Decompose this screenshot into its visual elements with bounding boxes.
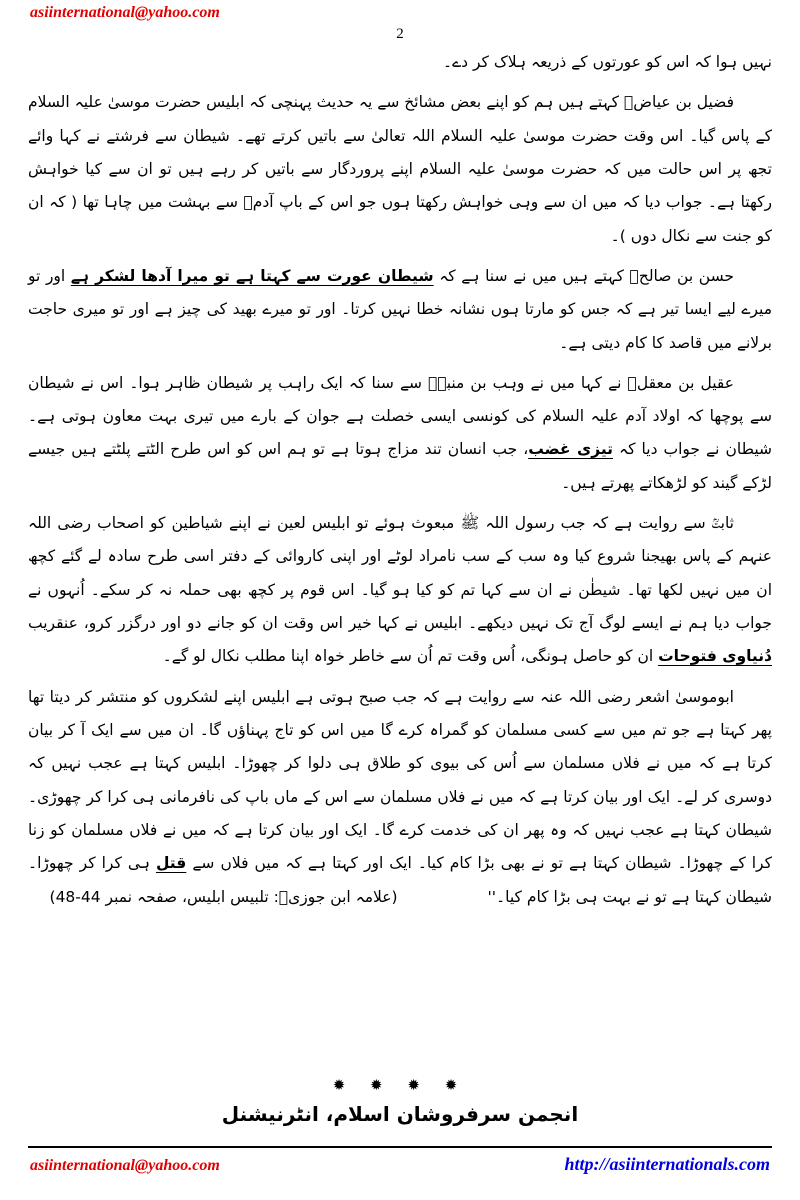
- paragraph-text: حسن بن صالحؒ کہتے ہیں میں نے سنا ہے کہ: [433, 266, 734, 285]
- document-body: [28, 46, 772, 921]
- paragraph-text: ہی کرا کر چھوڑا۔ شیطان کہتا ہے تو نے بہت ہی بڑا کام کیا۔'': [28, 854, 772, 906]
- footer-email: asiinternational@yahoo.com: [30, 1157, 220, 1174]
- paragraph-text: ثابتؒ سے روایت ہے کہ جب رسول اللہ ﷺ مبعوث ہوئے تو ابلیس لعین نے اپنے شیاطین کو اصحاب رضی اللہ عنہم کے پاس بھیجنا شروع کیا وہ سب کے سب نامراد لوٹے اور اپنی کاروائی کے دفتر اسی طرح سادہ لے گئے کچھ ان میں نہیں لکھا تھا۔ شیطٰن نے ان سے کہا تم کو کیا ہو گیا۔ اس قوم پر کچھ بھی حملہ نہ کر سکے۔ اُنہوں نے جواب دیا ہم نے ایسے لوگ آج تک نہیں دیکھے۔ ابلیس نے کہا خیر اس وقت ان کو جانے دو اور درگزر کرو، عنقریب: [28, 514, 772, 632]
- page-number: 2: [396, 26, 404, 42]
- paragraph: [28, 507, 772, 674]
- highlight-phrase: تیزی غضب: [528, 440, 613, 459]
- organization-name: انجمن سرفروشان اسلام، انٹرنیشنل: [221, 1102, 579, 1126]
- footer-url-link[interactable]: http://asiinternationals.com: [564, 1154, 770, 1174]
- paragraph: [28, 86, 772, 253]
- paragraph-text: اور تو میرے لیے ایسا تیر ہے کہ جس کو مارتا ہوں نشانہ خطا نہیں کرتا۔ اور تو میرے بھید کی چیز ہے اور تو میری حاجت برلانے میں قاصد کا کام دیتی ہے۔: [28, 266, 772, 352]
- paragraph-text: ابوموسیٰ اشعر رضی اللہ عنہ سے روایت ہے کہ جب صبح ہوتی ہے ابلیس اپنے لشکروں کو منتشر کر دیتا تھا پھر کہتا ہے جو تم میں سے کسی مسلمان کو گمراہ کرے گا میں اس کو تاج پہناؤں گا۔ ان میں سے ایک آ کر بیان کرتا ہے کہ میں نے فلاں مسلمان سے اُس کی بیوی کو طلاق ہی دلوا کر چھوڑا۔ ابلیس کہتا ہے عجب نہیں کہ دوسری کر لے۔ ایک اور بیان کرتا ہے کہ میں نے فلاں مسلمان سے اس کے ماں باپ کی نافرمانی ہی کرا کر چھوڑی۔ شیطان کہتا ہے عجب نہیں کہ وہ پھر ان کی خدمت کرے گا۔ ایک اور بیان کرتا ہے کہ میں نے فلاں مسلمان کو زنا کرا کے چھوڑا۔ شیطان کہتا ہے تو نے بھی بڑا کام کیا۔ ایک اور کہتا ہے کہ میں فلاں سے: [28, 687, 772, 873]
- paragraph-text: ان کو حاصل ہونگی، اُس وقت تم اُن سے خاطر خواہ اپنا مطلب نکال لو گے۔: [162, 647, 659, 666]
- paragraph: [28, 260, 772, 360]
- highlight-phrase: شیطان عورت سے کہتا ہے تو میرا آدھا لشکر ہے: [70, 266, 434, 285]
- paragraph: [28, 46, 772, 79]
- header-email: asiinternational@yahoo.com: [30, 4, 220, 21]
- paragraph: [28, 681, 772, 914]
- footer-divider: [28, 1146, 772, 1148]
- paragraph-text: عقیل بن معقلؒ نے کہا میں نے وہب بن منبہؒ سے سنا کہ ایک راہب پر شیطان ظاہر ہوا۔ اس نے شیطان سے پوچھا کہ اولاد آدم علیہ السلام کی کونسی ایسی خصلت ہے جوان کے بارے میں تیری بہت معاون ہوتی ہے۔ شیطان نے جواب دیا کہ: [28, 373, 772, 459]
- paragraph: [28, 367, 772, 500]
- footer-links-row: [30, 1154, 770, 1175]
- star-ornament-icon: ✹ ✹ ✹ ✹: [332, 1076, 468, 1094]
- paragraph-text: فضیل بن عیاضؒ کہتے ہیں ہم کو اپنے بعض مشائخ سے یہ حدیث پہنچی کہ ابلیس حضرت موسیٰ علیہ السلام کے پاس گیا۔ اس وقت حضرت موسیٰ علیہ السلام اللہ تعالیٰ سے باتیں کرتے تھے۔ شیطان سے فرشتے نے کہا وائے تجھ پر اس حالت میں کہ حضرت موسیٰ علیہ السلام اپنے پروردگار سے باتیں کر رہے ہیں تو ان سے کیا خواہش رکھتا ہے۔ جواب دیا کہ میں ان سے وہی خواہش رکھتا ہوں جو اس کے باپ آدمؑ سے بہشت میں چاہا تھا ( کہ ان کو جنت سے نکال دوں )۔: [28, 93, 772, 245]
- paragraph-text: ، جب انسان تند مزاج ہوتا ہے تو ہم اس کو اس طرح الٹتے پلٹتے ہیں جیسے لڑکے گیند کو لڑھکاتے پھرتے ہیں۔: [28, 440, 772, 492]
- page-footer: [0, 1070, 800, 1200]
- paragraph-text: نہیں ہوا کہ اس کو عورتوں کے ذریعہ ہلاک کر دے۔: [443, 53, 772, 71]
- citation: (علامہ ابن جوزیؒ: تلبیس ابلیس، صفحہ نمبر 44-48): [49, 887, 398, 906]
- highlight-phrase: دُنیاوی فتوحات: [658, 647, 772, 666]
- highlight-phrase: قتل: [155, 854, 187, 873]
